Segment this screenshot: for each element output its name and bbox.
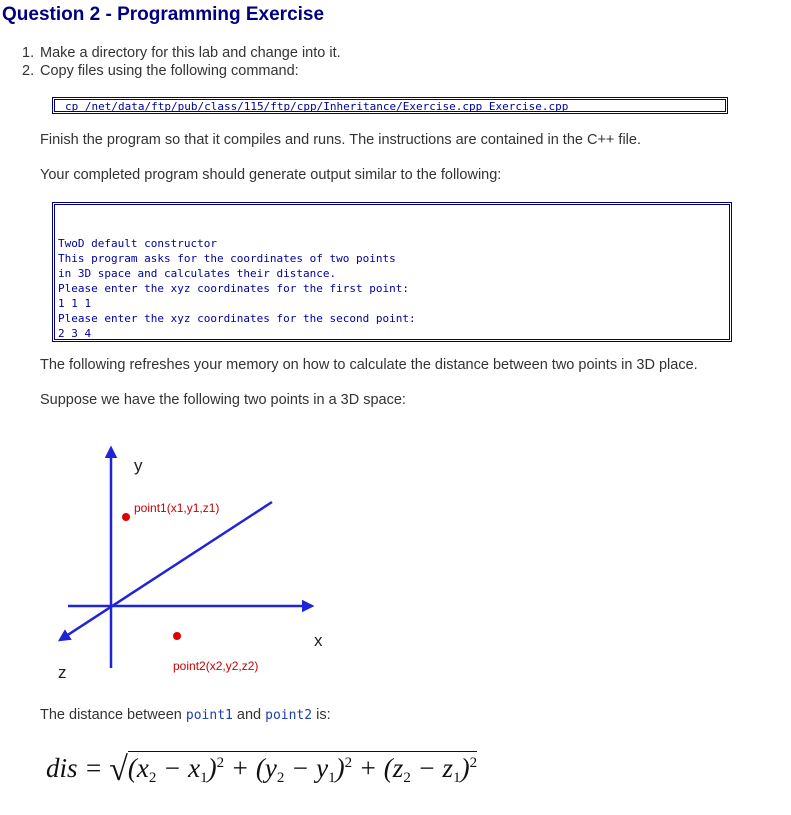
point1-dot [122,513,130,521]
point2-label: point2(x2,y2,z2) [173,659,259,673]
distance-sentence [40,707,331,723]
output-line: Please enter the xyz coordinates for the second point: [58,312,416,325]
distance-middle: and [232,707,266,723]
formula-radicand: $(x_2 - x_1)^2 + (y_2 - y_1)^2 + (z_2 - z_1)^2$ [127,753,478,786]
point2-code: point2 [265,708,313,723]
distance-suffix: is: [312,707,331,723]
z-axis-label: z [58,663,67,682]
step-item [22,44,341,62]
output-line: 1 1 1 [58,297,92,310]
point1-code: point1 [185,708,233,723]
output-intro-paragraph: Your completed program should generate output similar to the following: [40,167,502,183]
step-number: 1. [22,45,35,61]
output-line: in 3D space and calculates their distance. [58,267,337,280]
distance-prefix: The distance between [40,707,186,723]
x-axis-label: x [314,631,323,650]
instruction-steps [22,44,341,80]
sqrt-symbol: √ [109,751,128,788]
output-line: This program asks for the coordinates of two points [58,252,396,265]
formula-lhs: dis [46,753,78,783]
formula-equals: = [84,753,103,783]
point1-label: point1(x1,y1,z1) [134,501,220,515]
page-title: Question 2 - Programming Exercise [2,4,325,25]
finish-paragraph: Finish the program so that it compiles and runs. The instructions are contained in the C++ file. [40,132,641,148]
output-line: Please enter the xyz coordinates for the first point: [58,282,409,295]
point2-dot [173,632,181,640]
output-line [58,341,729,342]
z-axis-line [60,502,272,640]
suppose-paragraph: Suppose we have the following two points in a 3D space: [40,392,406,408]
output-line: 2 3 4 [58,327,92,340]
step-number: 2. [22,63,35,79]
output-line: TwoD default constructor [58,237,217,250]
y-axis-label: y [134,456,143,475]
refresh-paragraph: The following refreshes your memory on how to calculate the distance between two points in 3D place. [40,357,698,373]
sample-output-box[interactable] [52,202,732,342]
step-text: Copy files using the following command: [40,63,299,79]
3d-axes-diagram [50,440,350,690]
step-item [22,62,341,80]
step-text: Make a directory for this lab and change into it. [40,45,341,61]
distance-formula [46,748,477,787]
command-box[interactable]: cp /net/data/ftp/pub/class/115/ftp/cpp/Inheritance/Exercise.cpp Exercise.cpp [52,97,728,114]
